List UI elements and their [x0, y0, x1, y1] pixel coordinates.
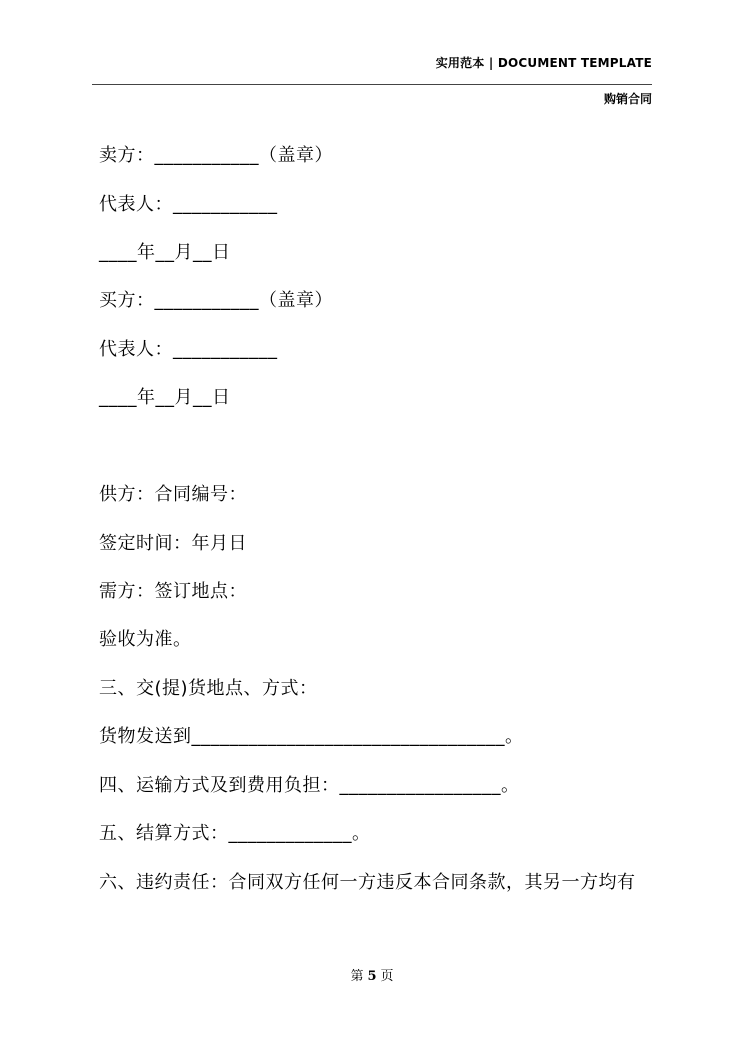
footer-prefix: 第 — [350, 969, 364, 984]
seller-representative-line: 代表人：___________ — [99, 194, 278, 215]
settlement-method-line: 五、结算方式：_____________。 — [99, 823, 371, 844]
delivery-destination-line: 货物发送到_________________________________。 — [99, 726, 524, 747]
seller-date-line: ____年__月__日 — [99, 242, 231, 263]
header-subtitle: 购销合同 — [603, 92, 652, 106]
header-title: 实用范本 | DOCUMENT TEMPLATE — [435, 56, 652, 70]
breach-liability-line: 六、违约责任：合同双方任何一方违反本合同条款，其另一方均有 — [99, 872, 636, 893]
page-number: 5 — [367, 969, 377, 984]
buyer-seal-line: 买方：___________（盖章） — [99, 290, 333, 311]
signing-time-line: 签定时间：年月日 — [99, 533, 247, 554]
header-divider — [92, 84, 652, 85]
demander-signing-place-line: 需方：签订地点： — [99, 581, 247, 602]
buyer-date-line: ____年__月__日 — [99, 387, 231, 408]
seller-seal-line: 卖方：___________（盖章） — [99, 145, 333, 166]
buyer-representative-line: 代表人：___________ — [99, 339, 278, 360]
transport-cost-line: 四、运输方式及到费用负担：_________________。 — [99, 775, 520, 796]
delivery-section-heading: 三、交(提)货地点、方式： — [99, 678, 318, 699]
acceptance-line: 验收为准。 — [99, 629, 192, 650]
supplier-contract-number-line: 供方：合同编号： — [99, 484, 247, 505]
page-footer — [0, 965, 744, 984]
footer-suffix: 页 — [380, 969, 394, 984]
